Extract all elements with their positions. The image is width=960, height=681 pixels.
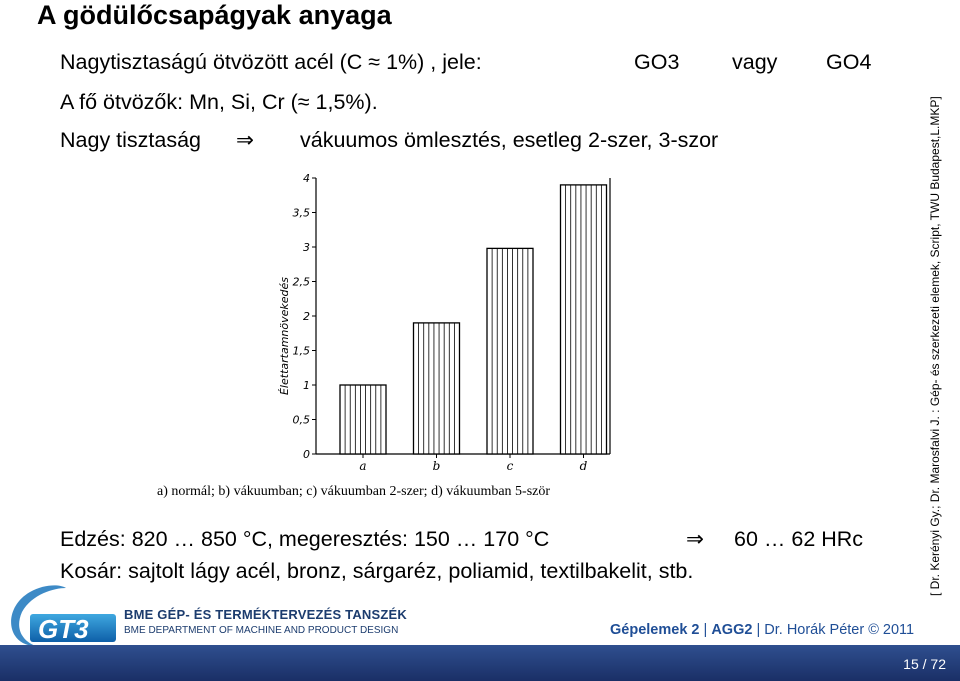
- life-increase-bar-chart: [268, 168, 628, 478]
- line-steel-grade: [60, 50, 872, 75]
- y-axis-label: Élettartamnövekedés: [278, 276, 291, 396]
- steel-grade-text: Nagytisztaságú ötvözött acél (C ≈ 1%) , jele:: [60, 50, 482, 74]
- x-tick-label-a: a: [359, 459, 367, 473]
- bottom-bar: [0, 645, 960, 681]
- footer-separator: |: [703, 622, 708, 638]
- line-alloy-elements: A fő ötvözők: Mn, Si, Cr (≈ 1,5%).: [60, 90, 378, 114]
- bar-b: [414, 323, 460, 454]
- y-tick-label: 3: [303, 241, 310, 254]
- line-purity: [60, 128, 719, 153]
- side-reference: [ Dr. Kerényi Gy.; Dr. Marosfalvi J. : Gép- és szerkezeti elemek, Script, TWU Budapest,L.MKP]: [928, 96, 942, 596]
- y-tick-label: 1,5: [292, 344, 310, 358]
- chart-caption: a) normál; b) vákuumban; c) vákuumban 2-szer; d) vákuumban 5-ször: [157, 484, 551, 499]
- page-number: 15 / 72: [903, 656, 946, 672]
- bar-a: [340, 385, 386, 454]
- grade-or: vagy: [732, 50, 778, 74]
- y-tick-label: 3,5: [292, 206, 310, 220]
- course-name: Gépelemek 2: [610, 622, 700, 638]
- y-tick-label: 2,5: [292, 275, 310, 289]
- y-tick-label: 2: [303, 310, 310, 323]
- bar-c: [487, 248, 533, 454]
- y-tick-label: 0,5: [292, 413, 310, 427]
- dept-name-hu: BME GÉP- ÉS TERMÉKTERVEZÉS TANSZÉK: [124, 607, 407, 622]
- course-code: AGG2: [711, 622, 753, 638]
- line-hardening: [60, 527, 864, 552]
- hardness-value: 60 … 62 HRc: [734, 527, 864, 551]
- purity-method: vákuumos ömlesztés, esetleg 2-szer, 3-szor: [300, 128, 719, 152]
- footer-separator-2: |: [756, 622, 761, 638]
- bar-d: [561, 185, 607, 454]
- grade-code-go4: GO4: [826, 50, 872, 74]
- grade-code-go3: GO3: [634, 50, 680, 74]
- implies-arrow-icon: ⇒: [236, 128, 255, 152]
- x-tick-label-c: c: [506, 459, 514, 473]
- purity-label: Nagy tisztaság: [60, 128, 202, 152]
- logo-text: GT3: [38, 614, 89, 644]
- x-tick-label-d: d: [579, 459, 588, 473]
- implies-arrow-icon-2: ⇒: [686, 527, 705, 551]
- y-tick-label: 0: [303, 448, 310, 461]
- y-tick-label: 1: [303, 379, 310, 392]
- gt3-logo: [0, 580, 124, 655]
- y-tick-label: 4: [303, 172, 310, 185]
- slide-title: A gödülőcsapágyak anyaga: [37, 0, 392, 30]
- footer-author: Dr. Horák Péter © 2011: [764, 622, 915, 638]
- hardening-text: Edzés: 820 … 850 °C, megeresztés: 150 … 170 °C: [60, 527, 550, 551]
- footer-course-info: [610, 622, 914, 638]
- line-cage-material: Kosár: sajtolt lágy acél, bronz, sárgaréz, poliamid, textilbakelit, stb.: [60, 559, 694, 583]
- dept-name-en: BME DEPARTMENT OF MACHINE AND PRODUCT DESIGN: [124, 625, 399, 636]
- x-tick-label-b: b: [432, 459, 441, 473]
